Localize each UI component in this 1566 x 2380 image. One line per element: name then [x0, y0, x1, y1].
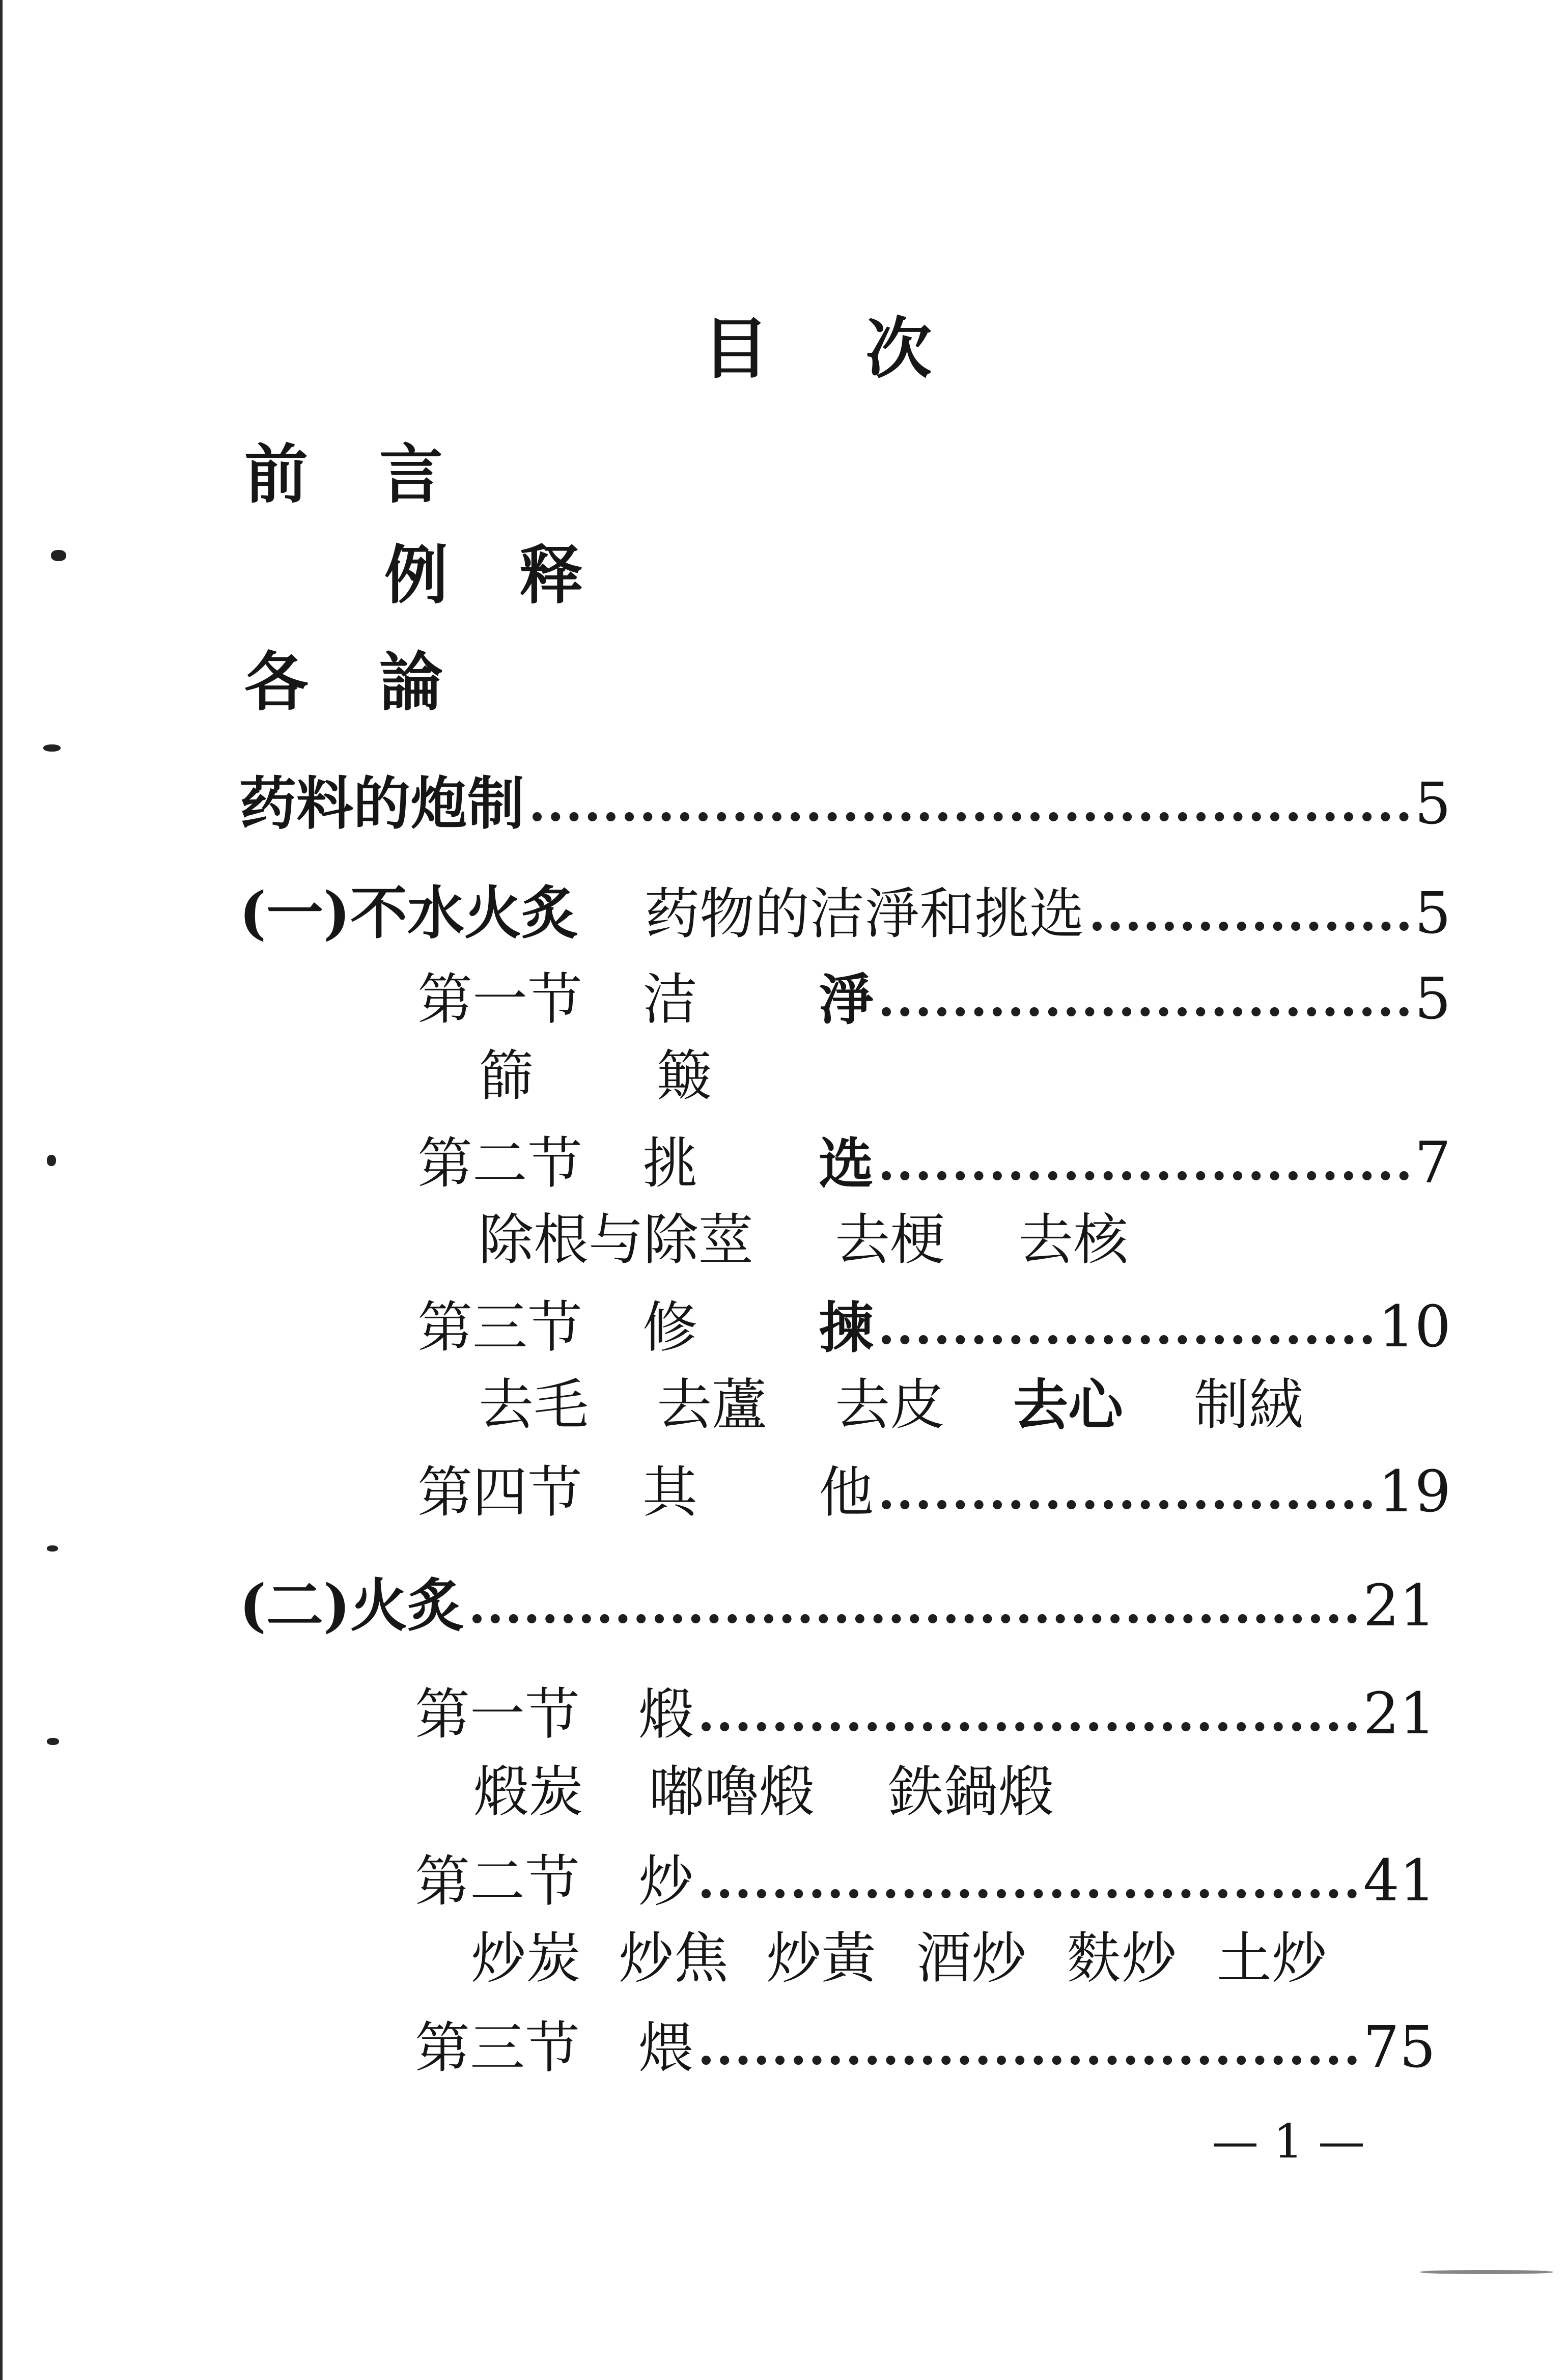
- subtopic: 制絨: [1194, 1373, 1304, 1437]
- entry-number: 第一节: [415, 1683, 580, 1747]
- page-number: 21: [1363, 1681, 1436, 1747]
- entry-name-first: 修: [642, 1296, 698, 1360]
- entry-name-second: 揀: [819, 1296, 874, 1360]
- dot-leader: [882, 1171, 1409, 1180]
- subtopic: 除根与除莖: [479, 1208, 754, 1272]
- page-folio: — 1 —: [1212, 2114, 1365, 2169]
- dot-leader: [472, 1614, 1357, 1623]
- page-number: 21: [1363, 1573, 1436, 1639]
- entry-name-second: 选: [819, 1132, 874, 1196]
- subtopic: 去心: [1013, 1373, 1124, 1437]
- page-number: 5: [1414, 771, 1451, 837]
- dot-leader: [882, 1335, 1372, 1344]
- dot-leader: [882, 1500, 1372, 1509]
- front-matter-preface: 前言: [244, 437, 514, 512]
- entry-number: 第三节: [417, 1296, 583, 1360]
- subtopic: 篩: [479, 1044, 534, 1108]
- entry-name-first: 挑: [642, 1132, 698, 1196]
- ink-speck: [47, 1155, 56, 1166]
- subtopic: 去核: [1018, 1208, 1129, 1272]
- subtopic: 炒黃: [766, 1927, 877, 1990]
- dot-leader: [702, 1889, 1357, 1898]
- entry-number: 第三节: [415, 2016, 580, 2080]
- entry-name-second: 淨: [819, 968, 874, 1032]
- toc-part-row[interactable]: [239, 766, 1451, 837]
- dot-leader: [882, 1007, 1409, 1016]
- front-matter-treatise: 各論: [244, 645, 514, 719]
- page-number: 41: [1363, 1848, 1436, 1914]
- toc-section-desc: 药物的洁淨和挑选: [644, 882, 1084, 946]
- toc-entry-row[interactable]: [417, 1289, 1451, 1360]
- page-edge: [0, 0, 3, 2380]
- page-number: 7: [1414, 1130, 1451, 1196]
- page-title: 目次: [703, 310, 1029, 388]
- page-number: 5: [1414, 880, 1451, 947]
- subtopic: 去皮: [835, 1373, 945, 1437]
- page-number: 19: [1378, 1459, 1451, 1525]
- toc-entry-row[interactable]: [417, 961, 1451, 1032]
- front-matter-explanation: 例释: [384, 538, 654, 613]
- subtopic: 嘟嚕煅: [649, 1760, 815, 1824]
- toc-entry-row[interactable]: [415, 1676, 1436, 1747]
- entry-name-first: 洁: [642, 968, 698, 1032]
- subtopic: 鉄鍋煅: [888, 1760, 1054, 1824]
- ink-speck: [51, 550, 66, 561]
- subtopic: 簸: [657, 1044, 712, 1108]
- page-number: 5: [1414, 966, 1451, 1032]
- ink-speck: [43, 744, 61, 752]
- subtopic: 酒炒: [916, 1927, 1027, 1990]
- dot-leader: [702, 2056, 1357, 2065]
- subtopic: 去毛: [479, 1373, 589, 1437]
- toc-entry-row[interactable]: [417, 1454, 1451, 1525]
- ink-speck: [47, 1738, 59, 1745]
- toc-entry-row[interactable]: [415, 1843, 1436, 1914]
- entry-name: 煅: [638, 1683, 694, 1747]
- subtopic: 麩炒: [1067, 1927, 1177, 1990]
- entry-name: 炒: [638, 1850, 694, 1914]
- subtopic: 煅炭: [473, 1760, 584, 1824]
- toc-section-row[interactable]: [239, 1568, 1436, 1639]
- dot-leader: [702, 1722, 1357, 1731]
- page-number: 10: [1378, 1294, 1451, 1360]
- entry-number: 第一节: [417, 968, 583, 1032]
- toc-section-label: (二)火炙: [239, 1572, 464, 1639]
- dot-leader: [533, 812, 1409, 821]
- page-number: 75: [1363, 2014, 1436, 2081]
- toc-section-row[interactable]: [239, 876, 1451, 947]
- entry-number: 第二节: [417, 1132, 583, 1196]
- subtopic: 去梗: [835, 1208, 945, 1272]
- subtopic: 炒炭: [471, 1927, 581, 1990]
- entry-number: 第四节: [417, 1461, 583, 1525]
- subtopic: 去蘆: [657, 1373, 767, 1437]
- entry-name: 煨: [638, 2016, 694, 2080]
- subtopic: 炒焦: [619, 1927, 729, 1990]
- toc-section-label: (一)不水火炙: [239, 880, 578, 947]
- entry-name-second: 他: [819, 1461, 874, 1525]
- ink-speck: [47, 1545, 58, 1552]
- subtopic: 土炒: [1217, 1927, 1327, 1990]
- toc-part-label: 药料的炮制: [239, 770, 524, 837]
- toc-entry-row[interactable]: [417, 1125, 1451, 1196]
- entry-name-first: 其: [642, 1461, 698, 1525]
- entry-number: 第二节: [415, 1850, 580, 1914]
- toc-entry-row[interactable]: [415, 2010, 1436, 2081]
- dot-leader: [1093, 922, 1409, 931]
- ink-speck: [1420, 2270, 1553, 2274]
